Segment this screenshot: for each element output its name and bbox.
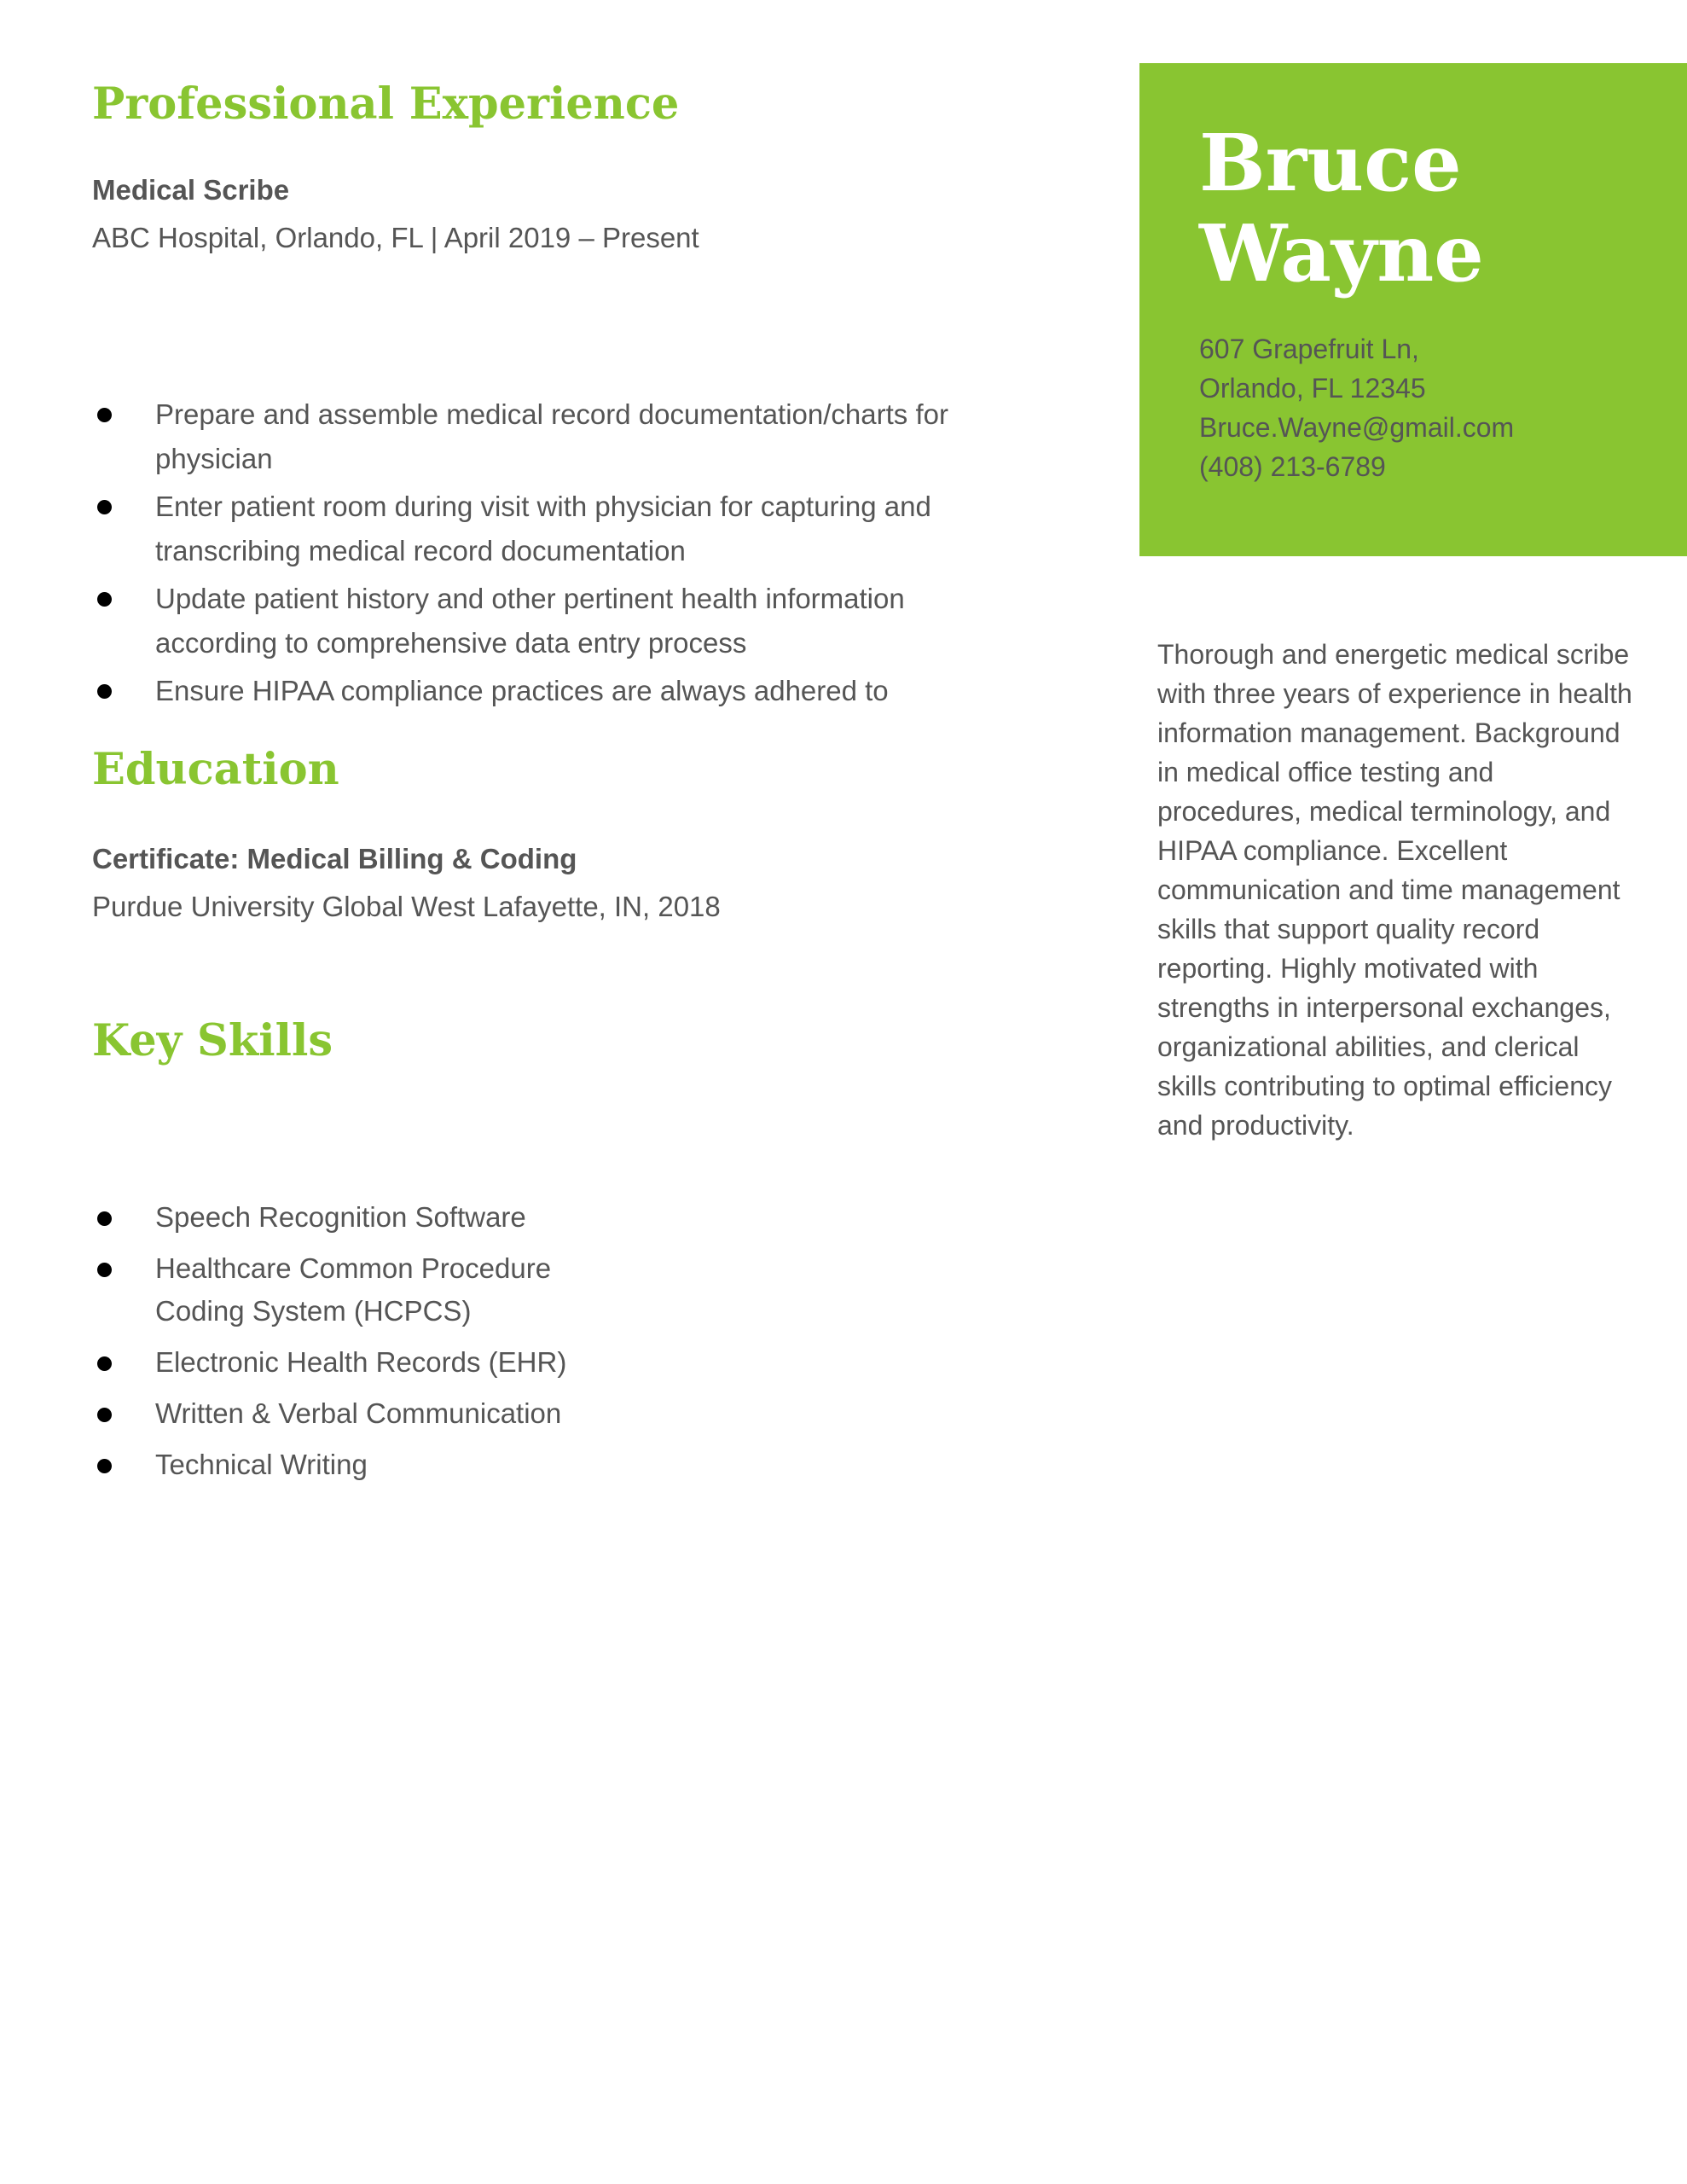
job-details: ABC Hospital, Orlando, FL | April 2019 – Present [92,222,699,253]
bullet-text: Prepare and assemble medical record documentation/charts for physician [155,398,948,474]
name-first: Bruce [1199,117,1462,209]
list-item [92,1392,604,1435]
summary-paragraph: Thorough and energetic medical scribe with three years of experience in health information management. Background in medical office testing and procedures, medical terminology, and HIPAA compliance. Excellent communication and time management skills that support quality record reporting. Highly motivated with strengths in interpersonal exchanges, organizational abilities, and clerical skills contributing to optimal efficiency and productivity. [1157,639,1632,1141]
list-item [92,669,1013,713]
list-item [92,577,1013,665]
list-item [92,1247,604,1333]
name-last: Wayne [1199,207,1484,299]
skill-text: Speech Recognition Software [155,1201,526,1233]
education-certificate: Certificate: Medical Billing & Coding [92,843,577,874]
list-item [92,1443,604,1486]
skill-text: Written & Verbal Communication [155,1397,562,1429]
job-title: Medical Scribe [92,174,290,206]
bullet-text: Update patient history and other pertinent health information according to comprehensive data entry process [155,583,905,659]
bullet-dot-icon [97,684,112,699]
list-item [92,392,1013,481]
skill-text: Electronic Health Records (EHR) [155,1346,567,1378]
education-school: Purdue University Global West Lafayette, IN, 2018 [92,891,721,922]
skill-text: Technical Writing [155,1449,368,1480]
bullet-dot-icon [97,408,112,422]
list-item [92,1196,604,1239]
experience-bullet-list [92,392,1013,717]
bullet-dot-icon [97,1356,112,1371]
address-line-1: 607 Grapefruit Ln, [1199,334,1419,364]
list-item [92,1341,604,1384]
skill-text: Healthcare Common Procedure Coding System (HCPCS) [155,1252,552,1327]
skills-bullet-list [92,1196,604,1495]
address-line-2: Orlando, FL 12345 [1199,373,1426,404]
bullet-dot-icon [97,592,112,607]
list-item [92,485,1013,573]
candidate-name [1199,118,1484,299]
bullet-dot-icon [97,1263,112,1277]
bullet-text: Ensure HIPAA compliance practices are always adhered to [155,675,889,706]
phone: (408) 213-6789 [1199,451,1386,482]
bullet-text: Enter patient room during visit with physician for capturing and transcribing medical record documentation [155,491,931,566]
bullet-dot-icon [97,1408,112,1422]
bullet-dot-icon [97,500,112,514]
bullet-dot-icon [97,1211,112,1226]
email: Bruce.Wayne@gmail.com [1199,412,1515,443]
contact-info [1199,329,1514,486]
experience-heading: Professional Experience [92,78,680,130]
education-heading: Education [92,744,339,795]
name-header-box [1139,63,1687,556]
bullet-dot-icon [97,1459,112,1473]
skills-heading: Key Skills [92,1015,333,1066]
